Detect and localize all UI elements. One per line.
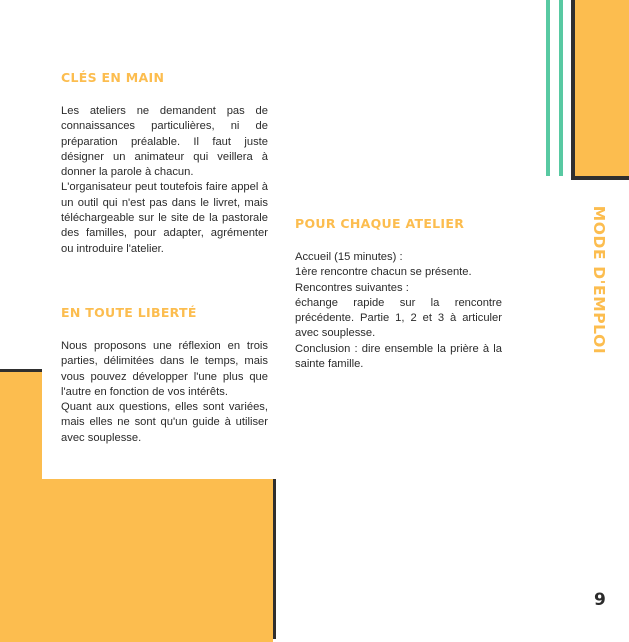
section-heading: POUR CHAQUE ATELIER xyxy=(295,216,465,231)
section-line: 1ère rencontre chacun se présente. xyxy=(295,266,472,279)
section-paragraph: L'organisateur peut toutefois faire appel à un outil qui n'est pas dans le livret, mais téléchargeable sur le site de la pastorale des familles, pour adapter, agrémenter ou introduire l'atelier. xyxy=(61,181,268,255)
section-heading: CLÉS EN MAIN xyxy=(61,70,165,85)
section-heading: EN TOUTE LIBERTÉ xyxy=(61,305,197,320)
decorative-stripe-left xyxy=(546,0,550,176)
section-line: échange rapide sur la rencontre précédente. Partie 1, 2 et 3 à articuler avec souplesse. xyxy=(295,296,502,340)
section-paragraph: Nous proposons une réflexion en trois parties, délimitées dans le temps, mais vous pouvez développer l'une plus que l'autre en fonction de vos intérêts. xyxy=(61,340,268,398)
section-line: Rencontres suivantes : xyxy=(295,281,409,294)
section-line: Conclusion : dire ensemble la prière à la sainte famille. xyxy=(295,342,502,371)
section-paragraph: Les ateliers ne demandent pas de connaissances particulières, ni de préparation préalable. Il faut juste désigner un animateur qui veillera à donner la parole à chacun. xyxy=(61,105,268,179)
page-number: 9 xyxy=(594,590,606,610)
decorative-corner-block xyxy=(575,0,629,176)
section-cles-en-main xyxy=(61,70,268,257)
section-paragraph: Quant aux questions, elles sont variées, mais elles ne sont qu'un guide à utiliser avec souplesse. xyxy=(61,401,268,444)
section-en-toute-liberte xyxy=(61,305,268,446)
section-line: Accueil (15 minutes) : xyxy=(295,251,403,263)
section-pour-chaque-atelier xyxy=(295,216,502,372)
side-title: MODE D'EMPLOI xyxy=(590,205,608,355)
decorative-stripe-right xyxy=(559,0,563,176)
